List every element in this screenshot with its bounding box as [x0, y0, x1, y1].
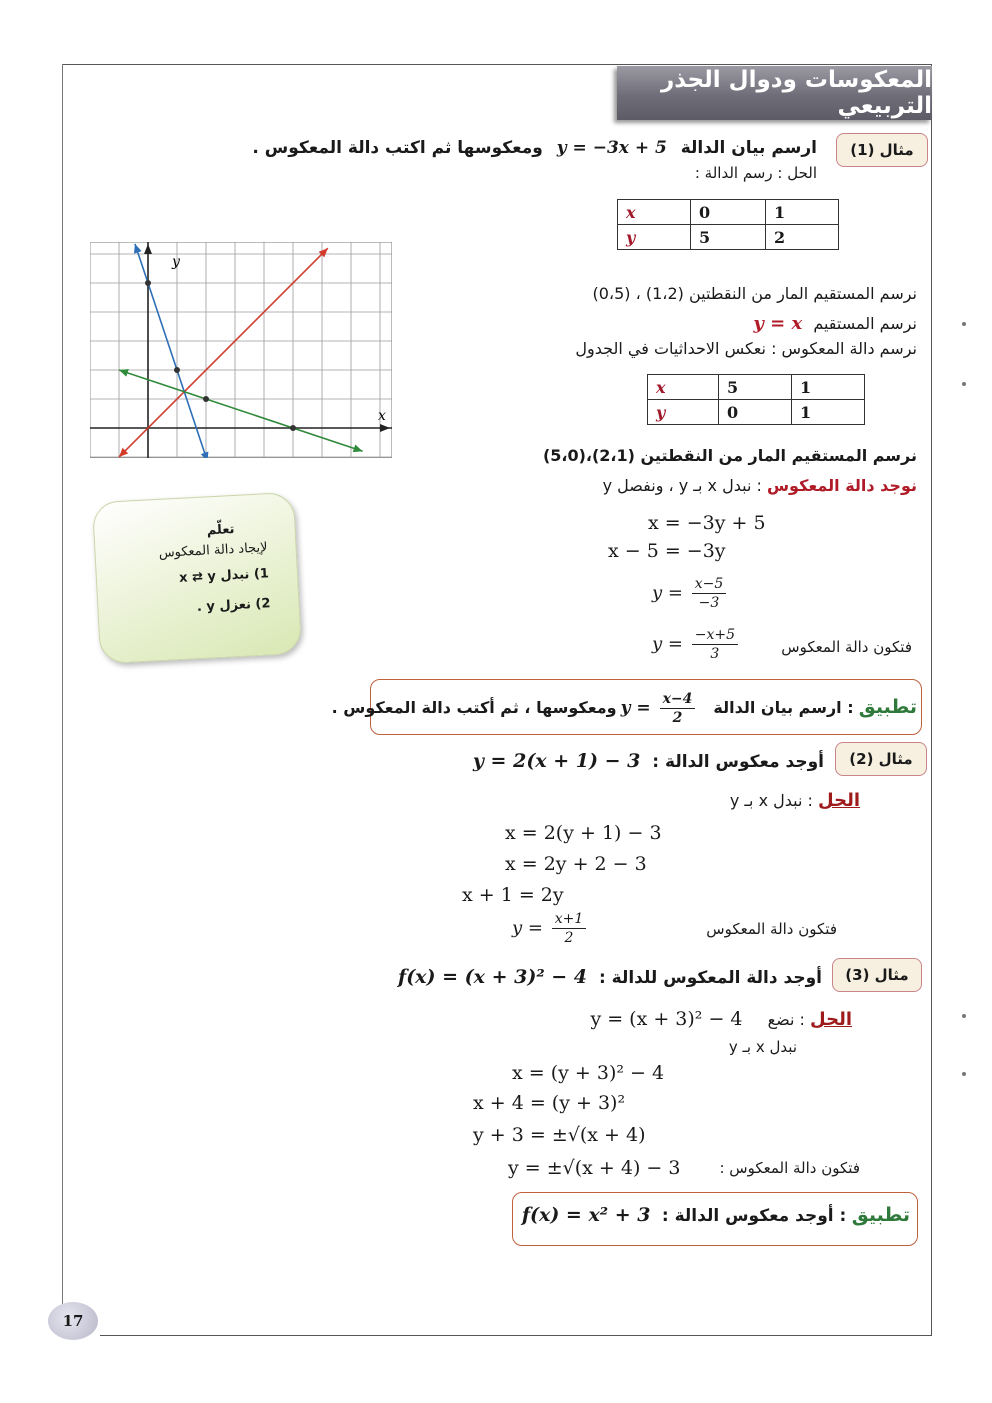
- find-inverse-text: : نبدل x بـ y ، ونفصل y: [602, 476, 762, 495]
- page-frame-top: [62, 64, 932, 65]
- example-3-solution-word: الحل: [810, 1009, 852, 1030]
- fraction-denominator: −3: [698, 595, 720, 611]
- fraction-denominator: 3: [710, 646, 720, 662]
- frac-lhs: y =: [620, 698, 651, 718]
- ex2-step-3: x + 1 = 2y: [462, 884, 564, 906]
- ex1-frac-step: [652, 575, 729, 612]
- tip-box: [92, 492, 302, 664]
- tip-step-1: 1) نبدل x ⇄ y: [178, 566, 270, 586]
- example-1-prompt: [252, 138, 817, 158]
- example-1-prompt-start: ارسم بيان الدالة: [680, 138, 817, 158]
- table-cell: 2: [766, 225, 839, 250]
- page-number: 17: [48, 1302, 98, 1340]
- find-inverse-row: [603, 476, 917, 495]
- ex2-step-1: x = 2(y + 1) − 3: [505, 822, 662, 844]
- line-yx-row: [753, 313, 917, 334]
- ex3-final-equation: y = ±√(x + 4) − 3: [508, 1157, 681, 1179]
- ex3-step-3: y + 3 = ±√(x + 4): [473, 1124, 646, 1146]
- ex2-final-text: فتكون دالة المعكوس: [706, 920, 837, 938]
- y-axis-label: y: [172, 254, 180, 270]
- fraction: [660, 690, 696, 727]
- page-title: المعكوسات ودوال الجذر التربيعي: [617, 66, 932, 120]
- table-cell: x: [618, 200, 691, 225]
- ex1-final-frac: [652, 626, 741, 663]
- ex2-final-frac: [512, 910, 589, 947]
- tip-heading: تعلّم: [206, 521, 235, 539]
- example-1-label: مثال (1): [836, 133, 928, 167]
- graph-point: [203, 396, 209, 402]
- ex2-step-2: x = 2y + 2 − 3: [505, 853, 647, 875]
- example-2-equation: y = 2(x + 1) − 3: [472, 750, 641, 772]
- frac-lhs: y =: [512, 917, 543, 939]
- ex1-final-text: فتكون دالة المعكوس: [781, 638, 912, 656]
- graph-point: [145, 280, 151, 286]
- ex1-step-2: x − 5 = −3y: [608, 540, 726, 562]
- frac-lhs: y =: [652, 582, 683, 604]
- line-points-text: نرسم المستقيم المار من النقطتين (1،2) ، (0،5): [592, 284, 917, 303]
- application-1-row: [332, 690, 917, 727]
- line-yx-text: نرسم المستقيم: [813, 314, 917, 333]
- ex3-step-2: x + 4 = (y + 3)²: [473, 1092, 626, 1114]
- values-table-1: [617, 199, 839, 250]
- fraction-numerator: −x+5: [692, 626, 738, 645]
- table-row: [618, 225, 839, 250]
- margin-dot: [962, 1014, 966, 1018]
- table-row: [648, 375, 865, 400]
- table-cell: 5: [691, 225, 766, 250]
- graph-svg: [90, 242, 392, 458]
- table-cell: x: [648, 375, 719, 400]
- inverse-points-text: نرسم المستقيم المار من النقطتين (2،1)،(5،0): [542, 446, 917, 465]
- ex3-step-1: x = (y + 3)² − 4: [512, 1062, 665, 1084]
- example-2-solution-row: [730, 790, 860, 811]
- graph-border: [90, 242, 392, 458]
- table-cell: 5: [719, 375, 792, 400]
- table-cell: 0: [719, 400, 792, 425]
- find-inverse-label: نوجد دالة المعكوس: [766, 476, 917, 495]
- table-cell: 1: [792, 375, 865, 400]
- table-cell: y: [648, 400, 719, 425]
- table-cell: y: [618, 225, 691, 250]
- tip-subheading: لإيجاد دالة المعكوس: [158, 540, 268, 561]
- fraction-numerator: x+1: [552, 910, 587, 929]
- fraction: [552, 910, 587, 947]
- application-1-text: : ارسم بيان الدالة: [713, 698, 854, 717]
- fraction-denominator: 2: [672, 710, 683, 726]
- frac-lhs: y =: [652, 633, 683, 655]
- fraction-denominator: 2: [564, 930, 574, 946]
- example-3-equation: f(x) = (x + 3)² − 4: [398, 966, 588, 988]
- graph-point: [174, 367, 180, 373]
- application-1-word: تطبيق: [858, 696, 917, 718]
- table-row: [618, 200, 839, 225]
- values-table-2: [647, 374, 865, 425]
- example-1-prompt-end: ومعكوسها ثم اكتب دالة المعكوس .: [252, 138, 543, 158]
- fraction-numerator: x−5: [692, 575, 727, 594]
- example-2-swap-text: : نبدل x بـ y: [729, 791, 813, 810]
- example-3-label: مثال (3): [832, 958, 922, 992]
- example-2-solution-word: الحل: [818, 790, 860, 811]
- page-frame-right: [931, 64, 932, 1336]
- example-2-prompt-row: [473, 750, 824, 772]
- application-1-equation: [620, 691, 705, 726]
- example-1-solution-line: الحل : رسم الدالة :: [694, 164, 817, 182]
- margin-dot: [962, 322, 966, 326]
- example-2-label: مثال (2): [835, 742, 927, 776]
- example-3-put-text: : نضع: [767, 1010, 805, 1029]
- table-cell: 1: [792, 400, 865, 425]
- graph-figure: [90, 242, 392, 458]
- application-2-text: : أوجد معكوس الدالة :: [661, 1206, 847, 1226]
- application-2-word: تطبيق: [851, 1204, 910, 1226]
- page-frame-left: [62, 64, 63, 1304]
- tip-step-2: 2) نعزل y .: [196, 596, 271, 616]
- fraction-numerator: x−4: [660, 690, 696, 709]
- example-3-prompt-row: [398, 966, 822, 988]
- margin-dot: [962, 382, 966, 386]
- x-axis-label: x: [378, 408, 386, 424]
- application-1-text-end: ومعكوسها ، ثم أكتب دالة المعكوس .: [331, 698, 617, 717]
- example-3-solution-row: [590, 1008, 852, 1030]
- example-2-prompt: أوجد معكوس الدالة :: [652, 752, 824, 772]
- example-1-equation: y = −3x + 5: [556, 138, 667, 158]
- application-2-row: [522, 1204, 910, 1226]
- fraction: [692, 626, 738, 663]
- fraction: [692, 575, 727, 612]
- example-3-prompt: أوجد دالة المعكوس للدالة :: [598, 968, 822, 988]
- application-2-equation: f(x) = x² + 3: [521, 1204, 651, 1226]
- table-cell: 1: [766, 200, 839, 225]
- example-3-swap-text: نبدل x بـ y: [728, 1038, 797, 1056]
- page-frame-bottom: [100, 1335, 932, 1336]
- margin-dot: [962, 1072, 966, 1076]
- table-row: [648, 400, 865, 425]
- inverse-graph-text: نرسم دالة المعكوس : نعكس الاحداثيات في الجدول: [575, 339, 917, 358]
- ex1-step-1: x = −3y + 5: [648, 512, 766, 534]
- ex3-final-text: فتكون دالة المعكوس :: [719, 1159, 860, 1177]
- graph-point: [290, 425, 296, 431]
- line-yx-equation: y = x: [753, 313, 803, 334]
- table-cell: 0: [691, 200, 766, 225]
- example-3-put-equation: y = (x + 3)² − 4: [590, 1008, 743, 1030]
